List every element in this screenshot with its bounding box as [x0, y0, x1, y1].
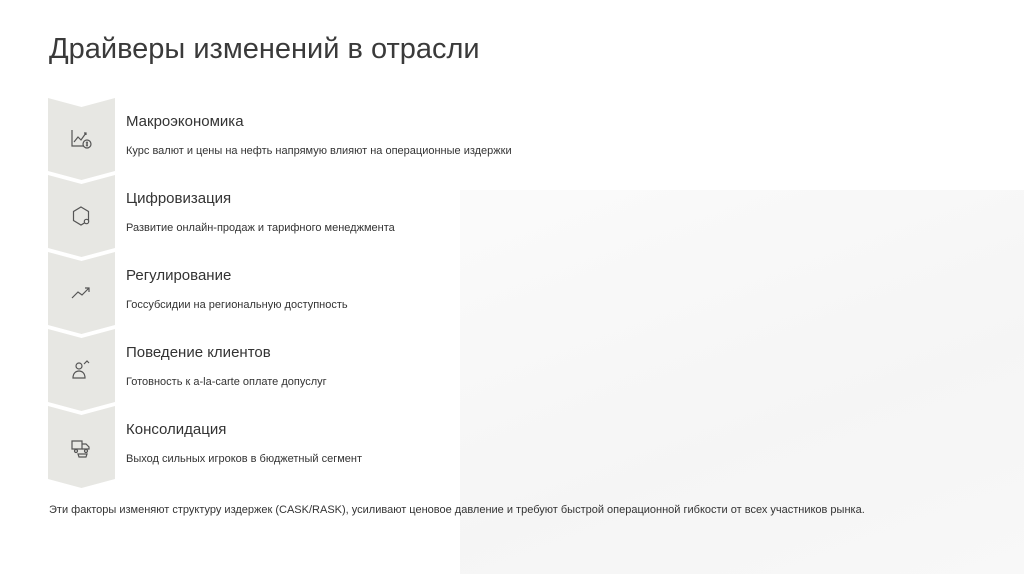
driver-title: Поведение клиентов: [126, 344, 271, 361]
chevron-block: [48, 329, 115, 411]
driver-item-consolidation: [48, 406, 948, 488]
chevron-block: [48, 252, 115, 334]
driver-description: Госсубсидии на региональную доступность: [126, 299, 348, 311]
chevron-block: [48, 406, 115, 488]
summary-footnote: Эти факторы изменяют структуру издержек (CASK/RASK), усиливают ценовое давление и требуют быстрой операционной гибкости от всех участников рынка.: [49, 504, 865, 516]
driver-title: Макроэкономика: [126, 113, 244, 130]
truck-cart-icon: [69, 435, 93, 459]
driver-description: Выход сильных игроков в бюджетный сегмент: [126, 453, 363, 465]
driver-item-customer-behavior: [48, 329, 948, 411]
driver-description: Готовность к a-la-carte оплате допуслуг: [126, 376, 327, 388]
hexagon-icon: [69, 204, 93, 228]
driver-item-digitalization: [48, 175, 948, 257]
driver-description: Курс валют и цены на нефть напрямую влияют на операционные издержки: [126, 145, 512, 157]
driver-item-regulation: [48, 252, 948, 334]
chart-dollar-icon: [69, 127, 93, 151]
customer-icon: [69, 358, 93, 382]
page-title: Драйверы изменений в отрасли: [49, 33, 480, 65]
chevron-block: [48, 98, 115, 180]
trend-up-icon: [69, 281, 93, 305]
driver-description: Развитие онлайн-продаж и тарифного менеджмента: [126, 222, 395, 234]
chevron-block: [48, 175, 115, 257]
driver-title: Цифровизация: [126, 190, 232, 207]
driver-title: Консолидация: [126, 421, 227, 438]
driver-item-macroeconomics: [48, 98, 948, 180]
driver-title: Регулирование: [126, 267, 232, 284]
